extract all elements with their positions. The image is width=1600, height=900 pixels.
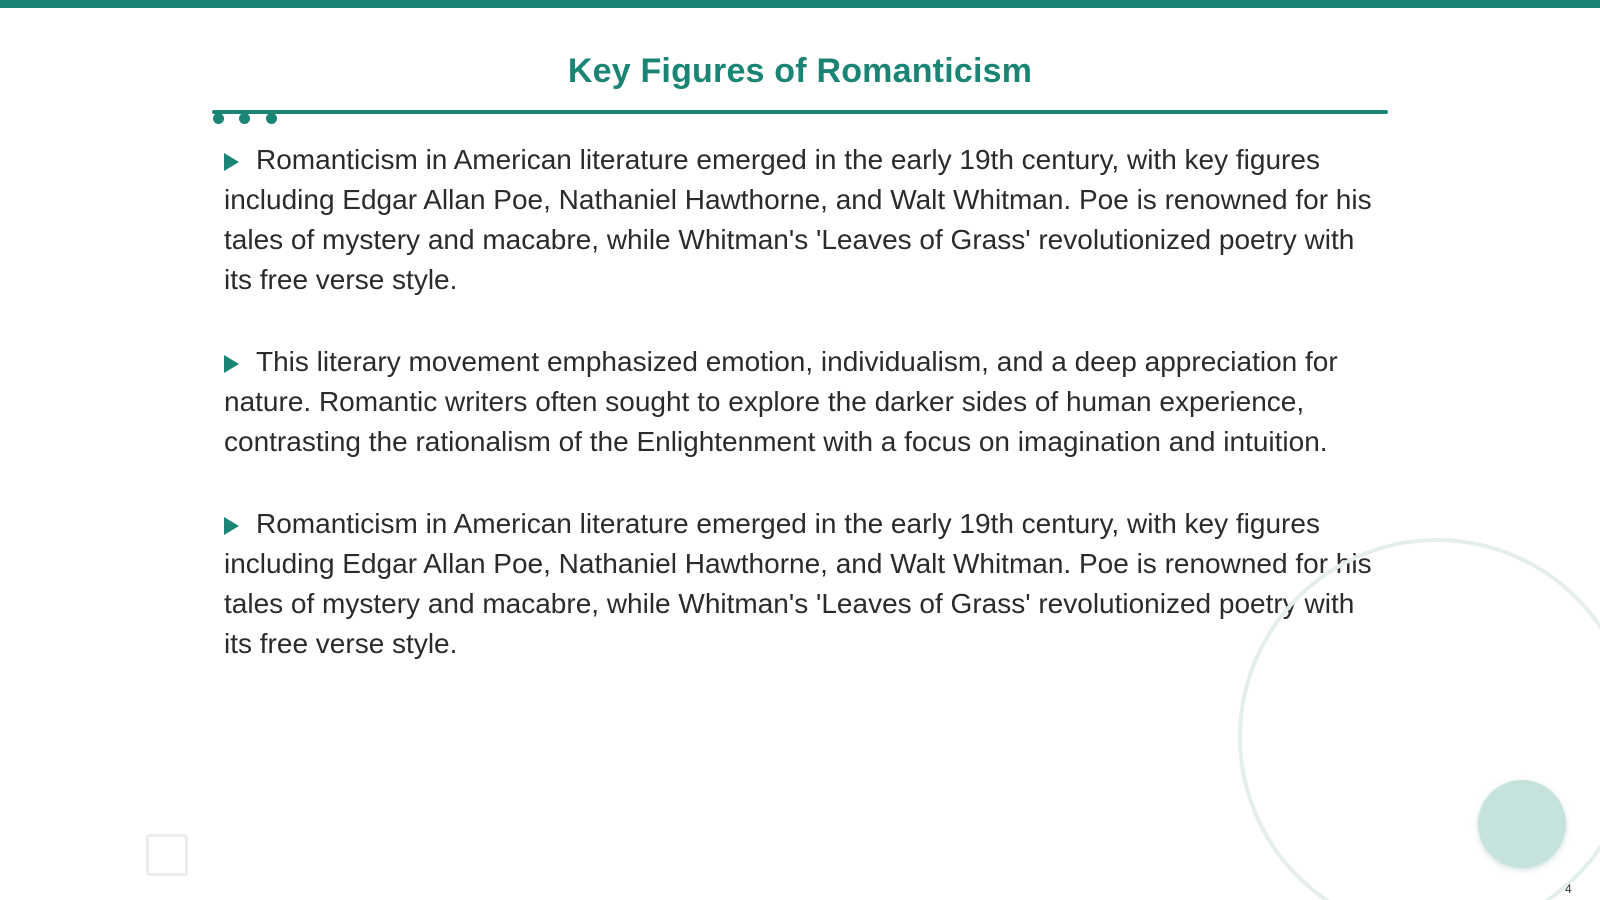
bullet-list <box>224 140 1384 706</box>
page-number: 4 <box>1565 882 1572 896</box>
triangle-bullet-icon <box>224 355 239 373</box>
triangle-bullet-icon <box>224 517 239 535</box>
decorative-dot <box>213 113 224 124</box>
slide-title: Key Figures of Romanticism <box>567 52 1033 90</box>
title-underline <box>212 110 1388 114</box>
bullet-text: Romanticism in American literature emerged in the early 19th century, with key figures including Edgar Allan Poe, Nathaniel Hawthorne, and Walt Whitman. Poe is renowned for his tales of mystery and macabre, while Whitman's 'Leaves of Grass' revolutionized poetry with its free verse style. <box>224 144 1372 295</box>
decorative-circle <box>1478 780 1566 868</box>
decorative-dot <box>266 113 277 124</box>
bullet-item <box>224 342 1384 462</box>
triangle-bullet-icon <box>224 153 239 171</box>
bullet-text: Romanticism in American literature emerged in the early 19th century, with key figures including Edgar Allan Poe, Nathaniel Hawthorne, and Walt Whitman. Poe is renowned for his tales of mystery and macabre, while Whitman's 'Leaves of Grass' revolutionized poetry with its free verse style. <box>224 508 1372 659</box>
top-accent-bar <box>0 0 1600 8</box>
bullet-text: This literary movement emphasized emotion, individualism, and a deep appreciation for nature. Romantic writers often sought to explore the darker sides of human experience, contrasting the rationalism of the Enlightenment with a focus on imagination and intuition. <box>224 346 1338 457</box>
bullet-item <box>224 140 1384 300</box>
bullet-item <box>224 504 1384 664</box>
decorative-dot <box>239 113 250 124</box>
decorative-square <box>146 834 188 876</box>
